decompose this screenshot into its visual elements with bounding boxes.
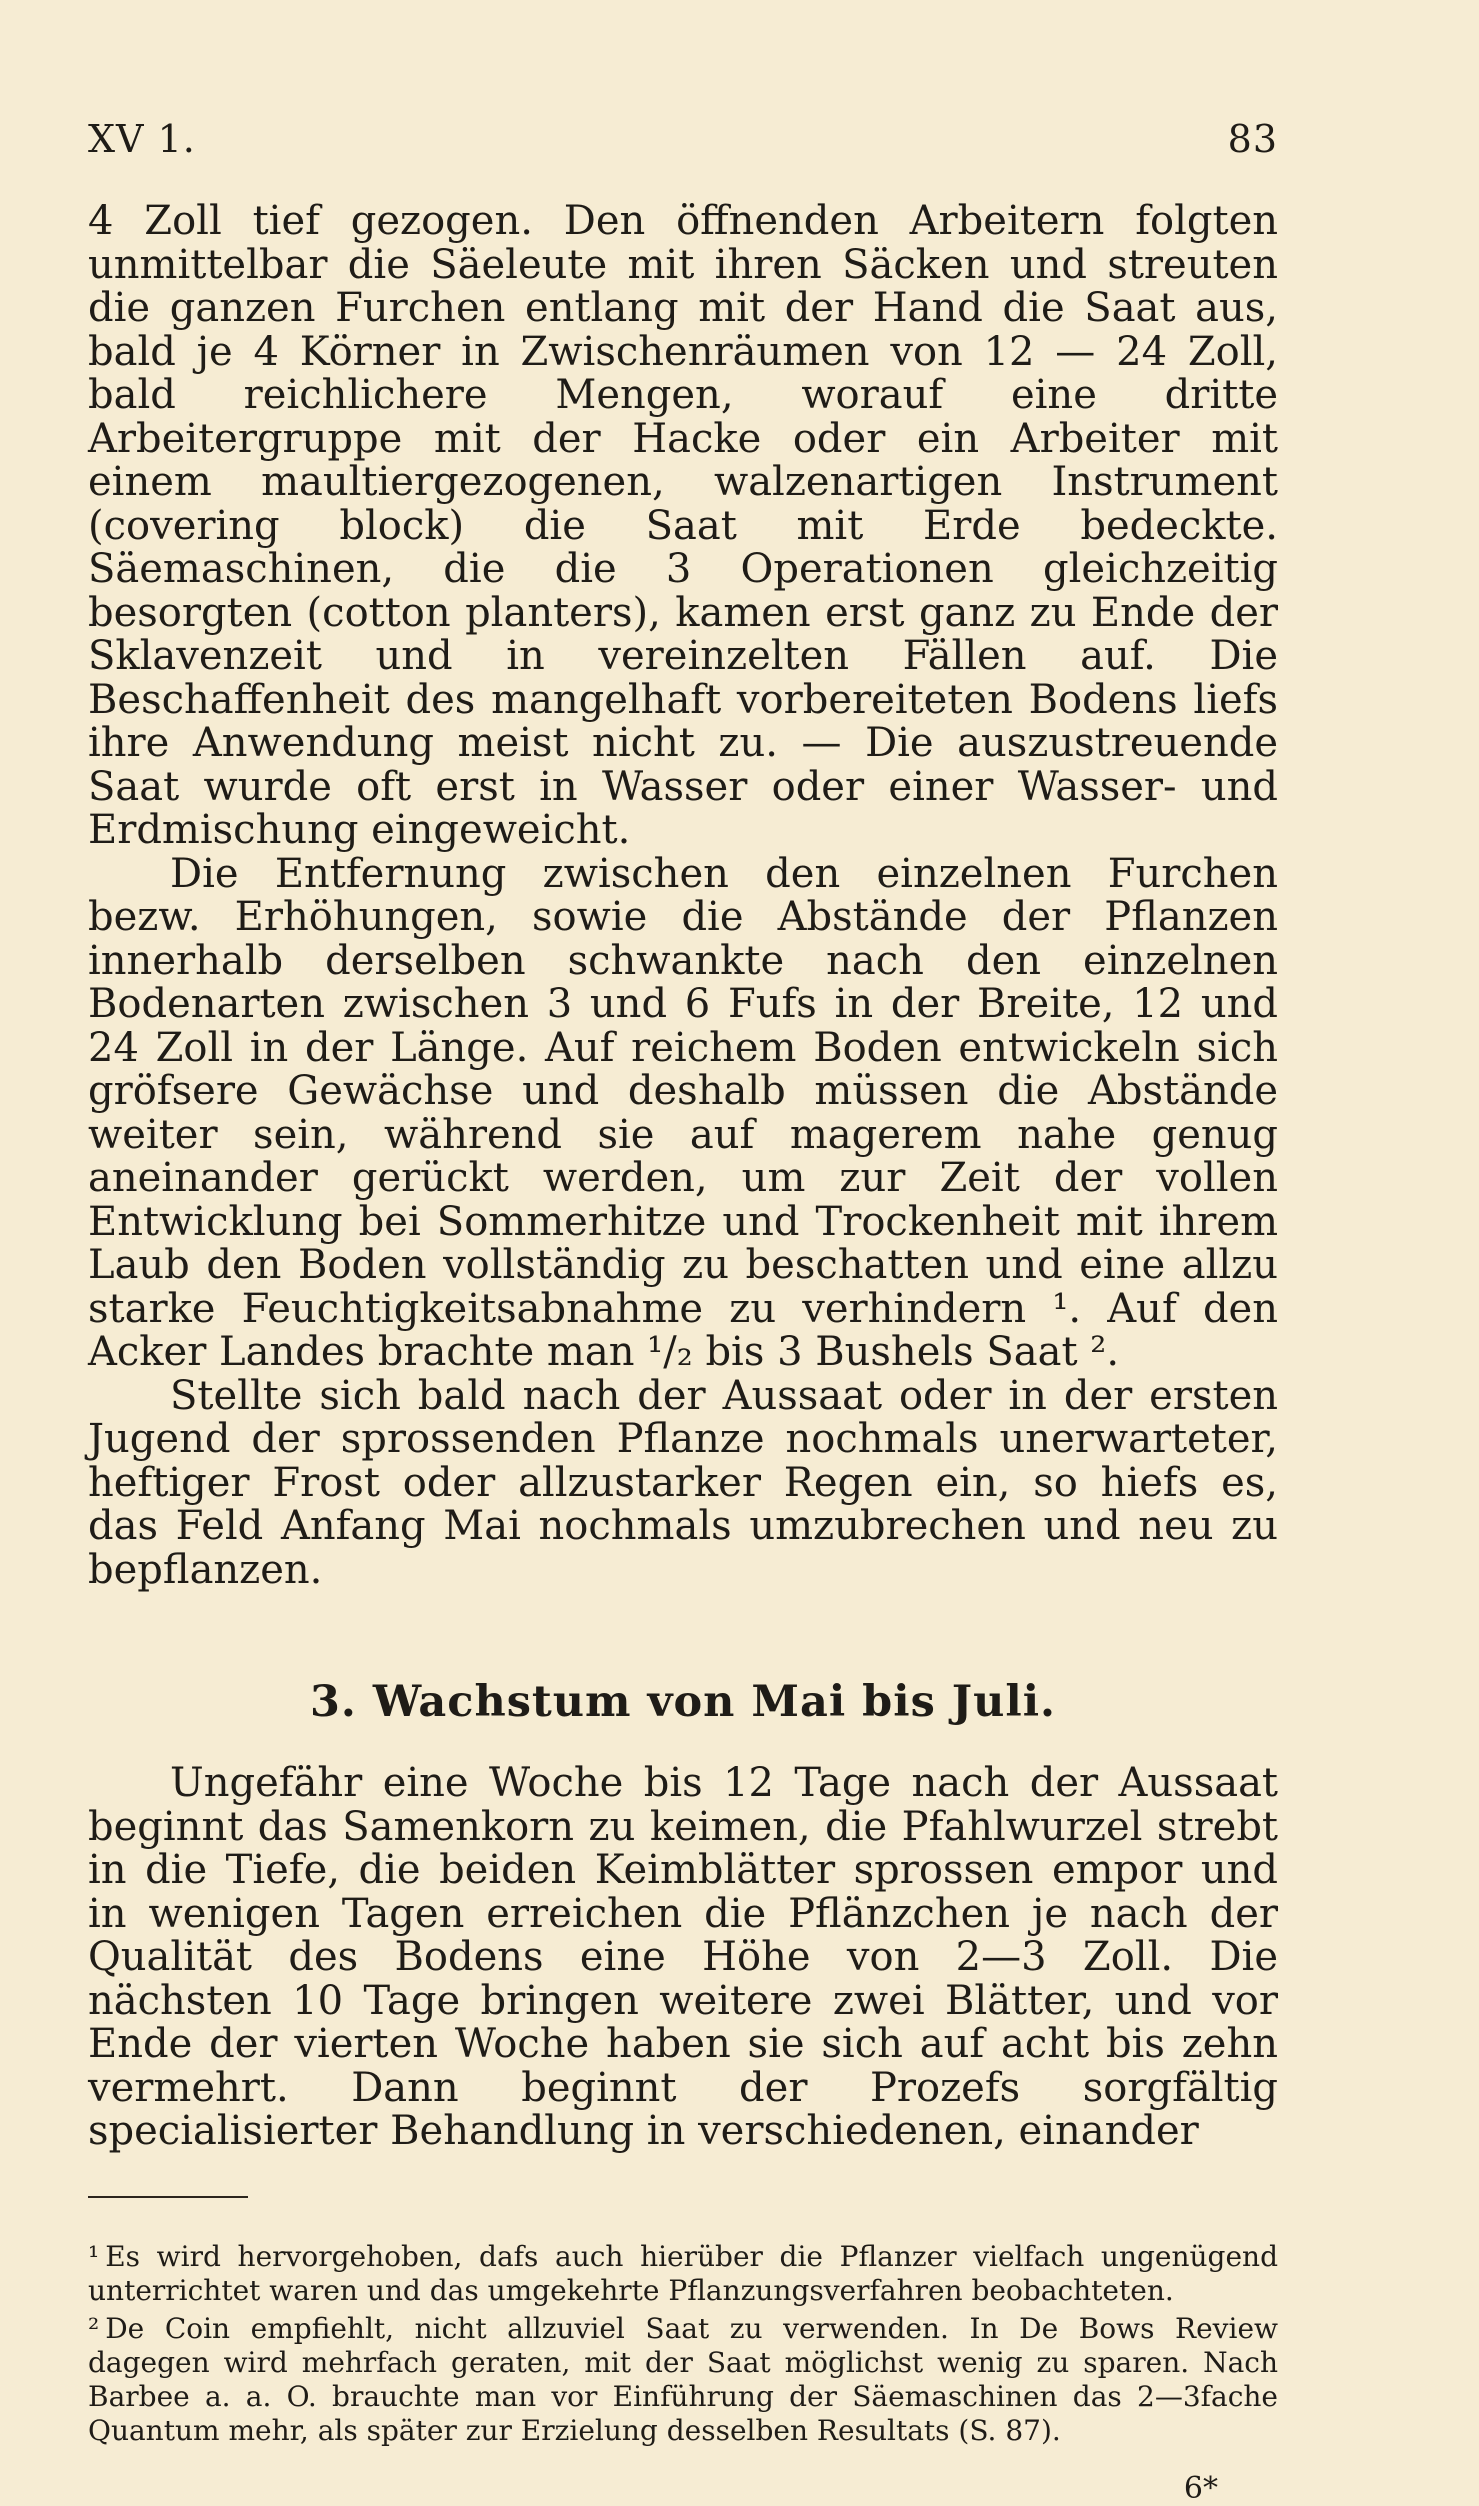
chapter-marker: XV 1. [88,117,196,161]
main-text [88,200,1278,2154]
footnotes [88,2240,1278,2448]
footnote-divider [88,2196,248,2198]
footnote-1-text: Es wird hervorgehoben, dafs auch hierüber die Pflanzer vielfach ungenügend unterrichtet waren und das umgekehrte Pflanzungsverfahren beobachteten. [88,2239,1278,2307]
footnote-1 [88,2240,1278,2308]
footnote-1-number: ¹ [88,2239,100,2273]
footnote-2-text: De Coin empfiehlt, nicht allzuviel Saat zu verwenden. In De Bows Review dagegen wird mehrfach geraten, mit der Saat möglichst wenig zu sparen. Nach Barbee a. a. O. brauchte man vor Einführung der Säemaschinen das 2—3fache Quantum mehr, als später zur Erzielung desselben Resultats (S. 87). [88,2311,1278,2447]
section-title: 3. Wachstum von Mai bis Juli. [309,1677,1057,1727]
book-page [88,117,1278,2506]
paragraph-2: Die Entfernung zwischen den einzelnen Furchen bezw. Erhöhungen, sowie die Abstände der Pflanzen innerhalb derselben schwankte nach den einzelnen Bodenarten zwischen 3 und 6 Fufs in der Breite, 12 und 24 Zoll in der Länge. Auf reichem Boden entwickeln sich gröfsere Gewächse und deshalb müssen die Abstände weiter sein, während sie auf magerem nahe genug aneinander gerückt werden, um zur Zeit der vollen Entwicklung bei Sommerhitze und Trockenheit mit ihrem Laub den Boden vollständig zu beschatten und eine allzu starke Feuchtigkeitsabnahme zu verhindern ¹. Auf den Acker Landes brachte man ¹/₂ bis 3 Bushels Saat ². [88,850,1278,1375]
section-paragraph: Ungefähr eine Woche bis 12 Tage nach der Aussaat beginnt das Samenkorn zu keimen, die Pfahlwurzel strebt in die Tiefe, die beiden Keimblätter sprossen empor und in wenigen Tagen erreichen die Pflänzchen je nach der Qualität des Bodens eine Höhe von 2—3 Zoll. Die nächsten 10 Tage bringen weitere zwei Blätter, und vor Ende der vierten Woche haben sie sich auf acht bis zehn vermehrt. Dann beginnt der Prozefs sorgfältig specialisierter Behandlung in verschiedenen, einander [88,1760,1278,2154]
signature-mark: 6* [1183,2470,1218,2506]
paragraph-3: Stellte sich bald nach der Aussaat oder in der ersten Jugend der sprossenden Pflanze nochmals unerwarteter, heftiger Frost oder allzustarker Regen ein, so hiefs es, das Feld Anfang Mai nochmals umzubrechen und neu zu bepflanzen. [88,1372,1278,1593]
page-header [88,117,1278,180]
footnote-2 [88,2312,1278,2448]
footnote-2-number: ² [88,2311,100,2345]
paragraph-1: 4 Zoll tief gezogen. Den öffnenden Arbeitern folgten unmittelbar die Säeleute mit ihren Säcken und streuten die ganzen Furchen entlang mit der Hand die Saat aus, bald je 4 Körner in Zwischenräumen von 12 — 24 Zoll, bald reichlichere Mengen, worauf eine dritte Arbeitergruppe mit der Hacke oder ein Arbeiter mit einem maultiergezogenen, walzenartigen Instrument (covering block) die Saat mit Erde bedeckte. Säemaschinen, die die 3 Operationen gleichzeitig besorgten (cotton planters), kamen erst ganz zu Ende der Sklavenzeit und in vereinzelten Fällen auf. Die Beschaffenheit des mangelhaft vorbereiteten Bodens liefs ihre Anwendung meist nicht zu. — Die auszustreuende Saat wurde oft erst in Wasser oder einer Wasser- und Erdmischung eingeweicht. [88,198,1278,853]
page-number: 83 [1227,117,1278,161]
